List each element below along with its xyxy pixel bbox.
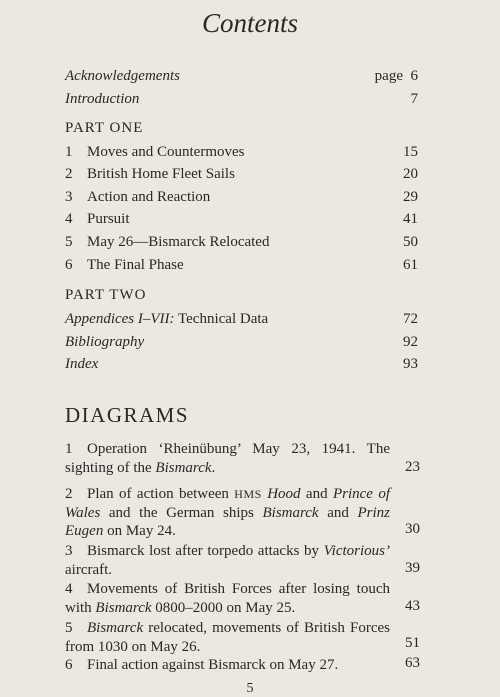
part-one-heading: PART ONE	[65, 120, 144, 136]
entry-label: Bibliography	[65, 334, 145, 350]
diagram-text	[65, 656, 390, 675]
text-part: Final action against Bismarck on May 27.	[87, 657, 339, 673]
entry-label: Introduction	[65, 91, 140, 107]
diagram-number: 6	[65, 657, 73, 673]
chapter-title: Action and Reaction	[87, 189, 211, 205]
entry-page: 72	[403, 311, 418, 327]
text-part: Plan of action between	[87, 486, 235, 502]
chapter-page: 41	[403, 211, 418, 227]
diagram-number: 4	[65, 581, 73, 597]
text-part-italic: Prince of Wales	[65, 486, 390, 521]
page-folio: 5	[246, 681, 254, 696]
text-part-italic: Hood	[267, 486, 301, 502]
text-part: aircraft.	[65, 561, 113, 578]
entry-page: 7	[410, 91, 418, 107]
entry-label: Index	[65, 356, 99, 372]
chapter-title: May 26—Bismarck Relocated	[87, 234, 270, 250]
chapter-number: 4	[65, 211, 73, 227]
diagram-text	[65, 619, 390, 656]
page-prefix: page	[374, 68, 403, 84]
chapter-title: Moves and Countermoves	[87, 144, 245, 160]
page-title: Contents	[201, 8, 298, 38]
part-two-heading: PART TWO	[65, 287, 147, 303]
diagram-number: 3	[65, 543, 73, 559]
diagram-1[interactable]	[65, 440, 420, 477]
diagram-2[interactable]	[65, 485, 420, 541]
text-part-italic: Victorious’	[323, 543, 390, 559]
text-part: Movements of British Forces after losing touch with	[65, 581, 390, 616]
text-part: on May 24.	[103, 523, 176, 539]
chapter-2[interactable]	[65, 164, 418, 184]
diagram-3[interactable]	[65, 542, 420, 579]
diagram-text	[65, 440, 390, 477]
chapter-number: 3	[65, 189, 73, 205]
text-part: 0800–2000 on May 25.	[151, 599, 296, 616]
diagram-page: 39	[405, 560, 420, 576]
toc-entry-acknowledgements[interactable]	[65, 66, 418, 86]
chapter-6[interactable]	[65, 255, 418, 275]
page-number: 6	[410, 68, 418, 84]
chapter-page: 20	[403, 166, 418, 182]
chapter-4[interactable]	[65, 209, 418, 229]
chapter-5[interactable]	[65, 232, 418, 252]
diagram-number: 5	[65, 620, 73, 636]
diagram-text	[65, 580, 390, 617]
text-part: and	[300, 486, 333, 502]
entry-page	[375, 66, 418, 86]
entry-page: 92	[403, 334, 418, 350]
chapter-number: 6	[65, 257, 73, 273]
chapter-title: British Home Fleet Sails	[87, 166, 235, 182]
chapter-number: 1	[65, 144, 73, 160]
toc-entry-introduction[interactable]	[65, 89, 418, 109]
chapter-number: 2	[65, 166, 73, 182]
text-part-italic: Bismarck	[87, 620, 144, 636]
toc-entry-bibliography[interactable]	[65, 332, 418, 352]
chapter-title: The Final Phase	[87, 257, 184, 273]
text-part: .	[211, 459, 216, 476]
text-part: and	[318, 504, 358, 521]
text-part: relocated, movements of British Forces from 1030 on May 26.	[65, 620, 390, 655]
chapter-page: 29	[403, 189, 418, 205]
diagram-text	[65, 542, 390, 579]
chapter-1[interactable]	[65, 142, 418, 162]
diagram-5[interactable]	[65, 619, 420, 656]
chapter-page: 61	[403, 257, 418, 273]
diagram-page: 51	[405, 635, 420, 651]
chapter-3[interactable]	[65, 187, 418, 207]
text-part: Bismarck lost after torpedo attacks by	[87, 543, 324, 559]
diagram-number: 1	[65, 441, 73, 457]
entry-label: Acknowledgements	[65, 68, 180, 84]
diagram-6[interactable]	[65, 656, 420, 675]
toc-entry-appendices[interactable]	[65, 309, 418, 329]
diagrams-heading: DIAGRAMS	[65, 403, 190, 427]
chapter-number: 5	[65, 234, 73, 250]
text-part-italic: Prinz Eugen	[65, 504, 390, 539]
text-part-smallcaps: HMS	[234, 487, 262, 501]
chapter-page: 15	[403, 144, 418, 160]
text-part: and the German ships	[100, 504, 263, 521]
entry-label-rest: Technical Data	[174, 311, 269, 327]
chapter-page: 50	[403, 234, 418, 250]
entry-page: 93	[403, 356, 418, 372]
diagram-page: 30	[405, 521, 420, 537]
text-part-italic: Bismarck	[262, 504, 319, 521]
diagram-text	[65, 485, 390, 541]
diagram-page: 63	[405, 655, 420, 671]
chapter-title: Pursuit	[87, 211, 130, 227]
diagram-page: 23	[405, 459, 420, 475]
text-part-italic: Bismarck	[155, 459, 212, 476]
diagram-4[interactable]	[65, 580, 420, 617]
toc-entry-index[interactable]	[65, 354, 418, 374]
text-part: Operation ‘Rheinübung’ May 23, 1941. The sighting of the	[65, 441, 390, 476]
diagram-number: 2	[65, 486, 73, 502]
diagram-page: 43	[405, 598, 420, 614]
text-part-italic: Bismarck	[95, 599, 152, 616]
entry-label-italic: Appendices I–VII:	[65, 311, 175, 327]
